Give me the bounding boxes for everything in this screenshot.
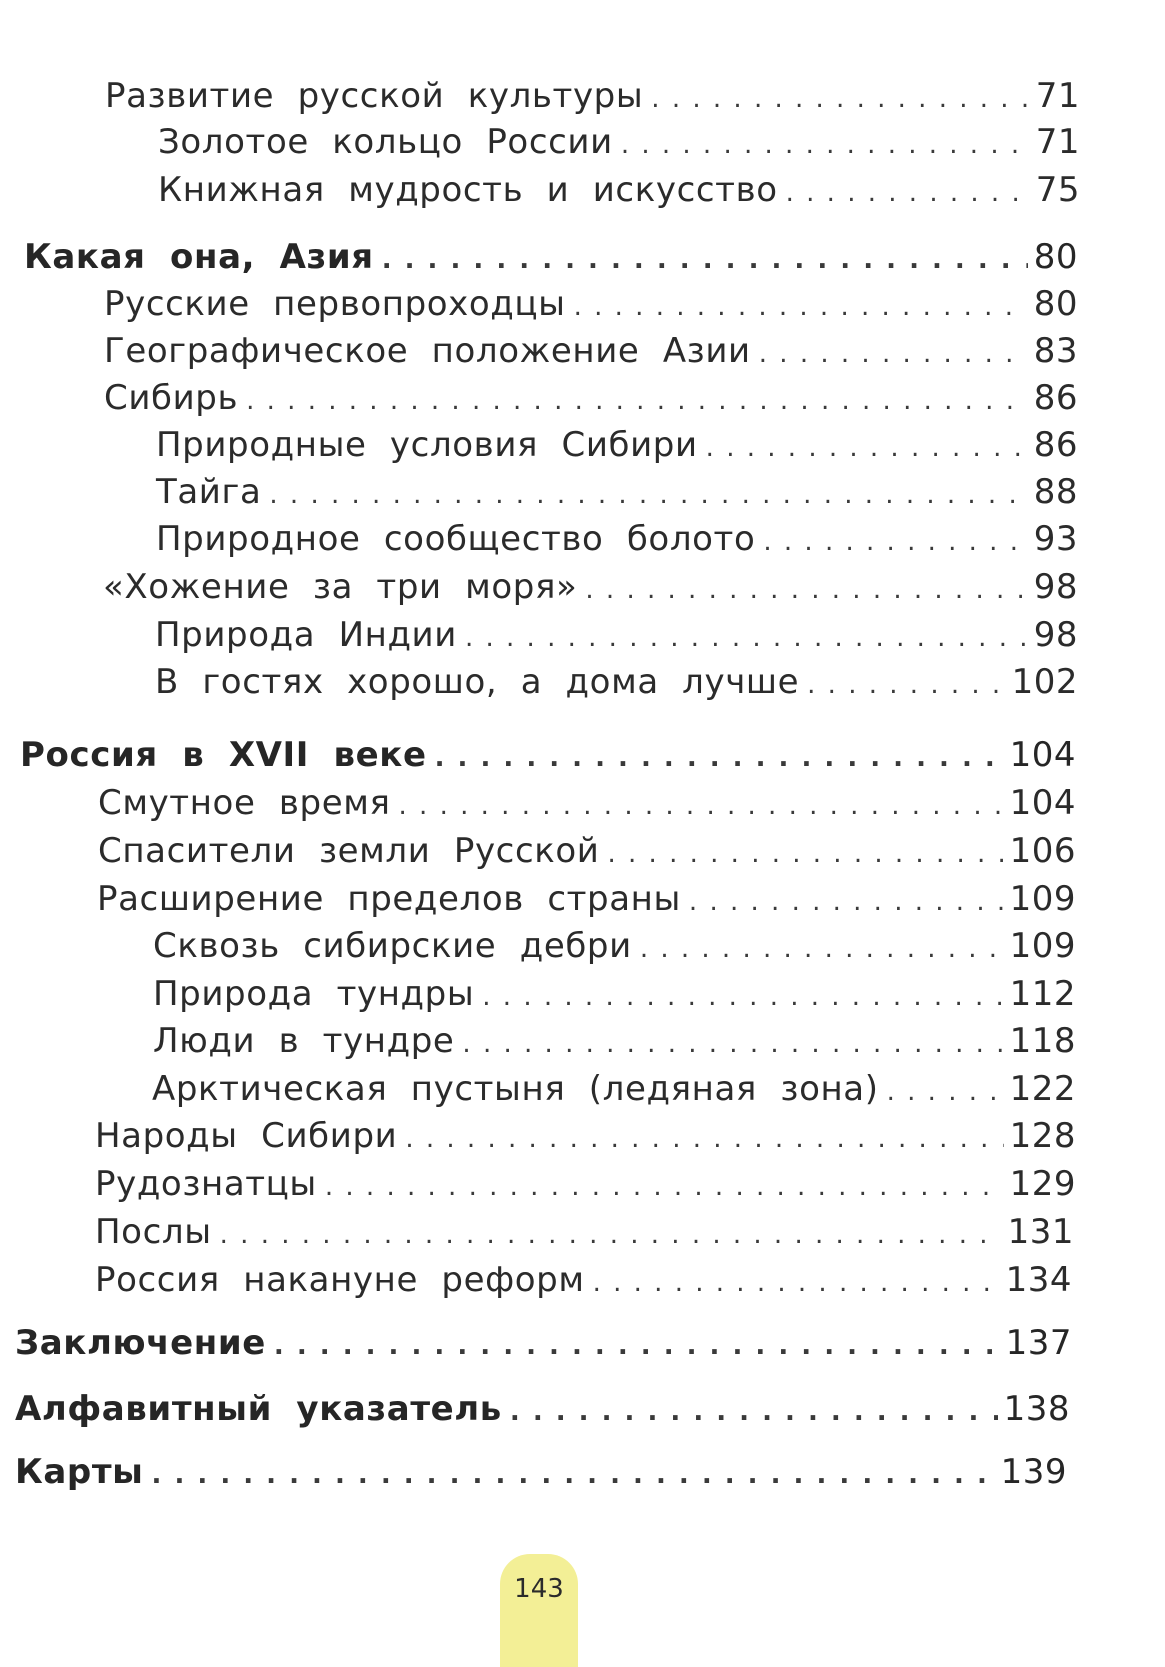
toc-chapter-title: Карты [15,1452,144,1492]
toc-entry [95,1260,1072,1300]
toc-entry [104,378,1078,418]
dot-leader [399,791,1004,821]
toc-entry-page: 112 [1009,974,1076,1014]
toc-entry [155,662,1078,702]
toc-entry-title: Золотое кольцо России [158,122,613,162]
dot-leader [689,887,1004,917]
toc-entry-title: Арктическая пустыня (ледяная зона) [152,1069,879,1109]
toc-entry [104,284,1078,324]
toc-entry-page: 83 [1033,331,1078,371]
toc-entry-page: 98 [1033,615,1078,655]
toc-entry [156,472,1078,512]
dot-leader [607,839,1003,869]
toc-entry-page: 128 [1009,1116,1076,1156]
toc-entry [153,926,1076,966]
dot-leader [382,245,1028,275]
toc-chapter-entry [24,237,1078,277]
toc-entry-title: Смутное время [98,783,391,823]
toc-entry-title: Географическое положение Азии [104,331,751,371]
toc-entry-page: 80 [1033,237,1078,277]
dot-leader [807,670,1005,700]
toc-entry-page: 93 [1033,519,1078,559]
toc-entry-title: Рудознатцы [95,1164,317,1204]
toc-entry-page: 80 [1033,284,1078,324]
dot-leader [887,1077,1004,1107]
toc-entry-page: 75 [1035,170,1080,210]
toc-chapter-entry [15,1389,1070,1429]
dot-leader [325,1172,1004,1202]
dot-leader [482,982,1003,1012]
toc-entry-page: 104 [1009,735,1076,775]
toc-entry [152,1069,1076,1109]
toc-entry-page: 122 [1009,1069,1076,1109]
toc-entry-page: 102 [1011,662,1078,702]
dot-leader [405,1124,1003,1154]
toc-entry-page: 138 [1003,1389,1070,1429]
dot-leader [274,1331,1000,1361]
toc-entry-page: 129 [1009,1164,1076,1204]
toc-entry [104,331,1078,371]
toc-entry [156,519,1078,559]
toc-entry-page: 106 [1009,831,1076,871]
toc-entry-title: Россия накануне реформ [95,1260,585,1300]
toc-entry-title: Послы [95,1212,212,1252]
toc-entry-title: В гостях хорошо, а дома лучше [155,662,800,702]
toc-entry [97,879,1076,919]
toc-entry-title: Тайга [156,472,262,512]
toc-entry-page: 88 [1033,472,1078,512]
toc-entry-title: Природное сообщество болото [156,519,756,559]
dot-leader [585,575,1027,605]
toc-chapter-title: Какая она, Азия [24,237,374,277]
toc-entry-page: 137 [1005,1323,1072,1363]
toc-entry [153,1021,1076,1061]
toc-entry [95,1164,1076,1204]
toc-entry-page: 86 [1033,425,1078,465]
dot-leader [763,527,1027,557]
toc-entry [155,615,1078,655]
toc-entry-page: 104 [1009,783,1076,823]
toc-entry [98,831,1076,871]
toc-chapter-title: Россия в XVII веке [20,735,427,775]
dot-leader [759,339,1028,369]
toc-entry-page: 71 [1035,76,1080,116]
toc-entry [158,170,1080,210]
toc-chapter-title: Заключение [15,1323,266,1363]
toc-entry-page: 131 [1007,1212,1074,1252]
toc-entry-title: Развитие русской культуры [105,76,644,116]
toc-chapter-title: Алфавитный указатель [15,1389,502,1429]
toc-chapter-entry [15,1323,1072,1363]
toc-entry-page: 139 [1000,1452,1067,1492]
toc-entry-page: 98 [1033,567,1078,607]
toc-entry-title: Народы Сибири [95,1116,398,1156]
dot-leader [465,623,1028,653]
toc-entry-title: Русские первопроходцы [104,284,566,324]
dot-leader [621,130,1030,160]
toc-entry-page: 109 [1009,879,1076,919]
toc-entry-title: Сквозь сибирские дебри [153,926,632,966]
toc-entry [98,783,1076,823]
toc-entry-title: Сибирь [104,378,239,418]
toc-entry-page: 71 [1035,122,1080,162]
toc-entry-title: Расширение пределов страны [97,879,681,919]
page-number-tab [500,1554,578,1667]
toc-entry [95,1116,1076,1156]
dot-leader [706,433,1028,463]
toc-entry [158,122,1080,162]
page-number: 143 [514,1574,564,1604]
toc-entry-title: Природа Индии [155,615,457,655]
toc-entry [156,425,1078,465]
toc-entry [153,974,1076,1014]
toc-entry-title: Книжная мудрость и искусство [158,170,778,210]
dot-leader [651,84,1029,114]
dot-leader [220,1220,1002,1250]
dot-leader [640,934,1004,964]
toc-entry-page: 109 [1009,926,1076,966]
dot-leader [510,1397,998,1427]
dot-leader [593,1268,1000,1298]
dot-leader [152,1460,995,1490]
toc-entry-title: Люди в тундре [153,1021,455,1061]
dot-leader [435,743,1004,773]
dot-leader [269,480,1027,510]
toc-entry-page: 134 [1005,1260,1072,1300]
toc-entry-title: «Хожение за три моря» [103,567,578,607]
dot-leader [246,386,1028,416]
toc-entry [95,1212,1074,1252]
toc-chapter-entry [20,735,1076,775]
toc-chapter-entry [15,1452,1067,1492]
dot-leader [786,178,1030,208]
dot-leader [462,1029,1003,1059]
toc-entry-page: 86 [1033,378,1078,418]
toc-entry-title: Природные условия Сибири [156,425,698,465]
toc-entry-title: Природа тундры [153,974,475,1014]
dot-leader [574,292,1028,322]
toc-entry-page: 118 [1009,1021,1076,1061]
toc-entry [103,567,1078,607]
toc-entry-title: Спасители земли Русской [98,831,600,871]
toc-entry [105,76,1080,116]
